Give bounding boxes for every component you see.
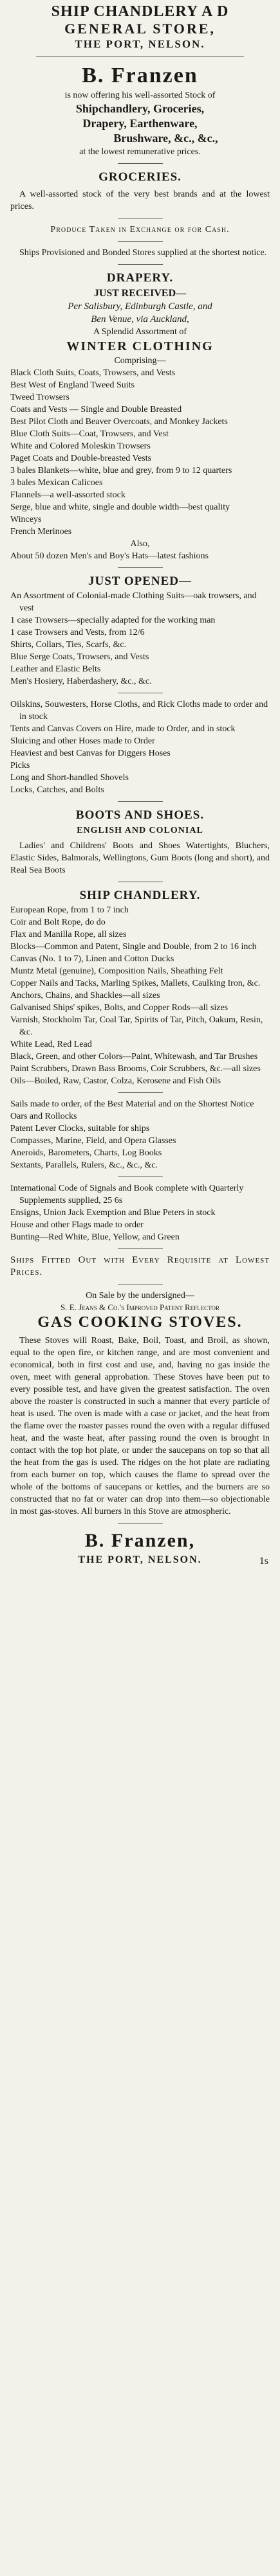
list-item: International Code of Signals and Book complete with Quarterly Supplements supplied, 25 6s <box>10 1184 244 1205</box>
list-item: Leather and Elastic Belts <box>10 664 101 674</box>
list-item: Sluicing and other Hoses made to Order <box>10 736 155 746</box>
list-item: Coats and Vests — Single and Double Breasted <box>10 405 182 414</box>
hats-item: About 50 dozen Men's and Boy's Hats—latest fashions <box>10 551 209 561</box>
list-item: An Assortment of Colonial-made Clothing Suits—oak trowsers, and vest <box>10 591 257 613</box>
boots-text: Ladies' and Childrens' Boots and Shoes Watertights, Bluchers, Elastic Sides, Balmorals, Wellingtons, Gum Boots (long and short), and Real Sea Boots <box>10 841 270 875</box>
list-item: 3 bales Mexican Calicoes <box>10 478 103 488</box>
ships-line-2: Ben Venue, via Auckland, <box>91 314 189 324</box>
boots-title: BOOTS AND SHOES. <box>75 808 205 822</box>
list-item: Men's Hosiery, Haberdashery, &c., &c. <box>10 677 152 686</box>
groceries-title: GROCERIES. <box>98 170 182 184</box>
just-received: JUST RECEIVED— <box>93 288 187 299</box>
list-item: Best Pilot Cloth and Beaver Overcoats, and Monkey Jackets <box>10 417 228 427</box>
list-item: 3 bales Blankets—white, blue and grey, from 9 to 12 quarters <box>10 466 232 475</box>
footer <box>10 1529 270 1567</box>
list-item: Tents and Canvas Covers on Hire, made to Order, and in stock <box>10 724 236 734</box>
drapery-title: DRAPERY. <box>106 271 174 285</box>
footer-address: THE PORT, NELSON. <box>78 1554 202 1565</box>
list-item: 1 case Trowsers and Vests, from 12/6 <box>10 628 145 637</box>
proprietor-name: B. Franzen <box>82 64 198 87</box>
chandlery-items <box>10 904 270 1087</box>
divider <box>118 241 163 242</box>
divider <box>118 1248 163 1249</box>
on-sale: On Sale by the undersigned— <box>86 1291 194 1301</box>
comprising: Comprising— <box>114 356 166 366</box>
list-item: Black, Green, and other Colors—Paint, Whitewash, and Tar Brushes <box>10 1052 258 1061</box>
list-item: Blue Serge Coats, Trowsers, and Vests <box>10 652 149 662</box>
splendid-assortment: A Splendid Assortment of <box>93 327 187 337</box>
winter-clothing-title: WINTER CLOTHING <box>66 339 214 353</box>
list-item: Patent Lever Clocks, suitable for ships <box>10 1124 150 1133</box>
list-item: Tweed Trowsers <box>10 393 70 402</box>
list-item: Bunting—Red White, Blue, Yellow, and Green <box>10 1232 180 1242</box>
list-item: White Lead, Red Lead <box>10 1040 92 1049</box>
corner-mark: 1s <box>259 1556 268 1567</box>
list-item: Locks, Catches, and Bolts <box>10 785 104 795</box>
list-item: White and Colored Moleskin Trowsers <box>10 441 151 451</box>
divider <box>118 567 163 568</box>
also-label: Also, <box>130 539 150 549</box>
list-item: Aneroids, Barometers, Charts, Log Books <box>10 1148 162 1158</box>
list-item: Coir and Bolt Rope, do do <box>10 918 106 927</box>
list-item: Winceys <box>10 515 42 524</box>
list-item: Blocks—Common and Patent, Single and Double, from 2 to 16 inch <box>10 942 257 952</box>
list-item: Serge, blue and white, single and double width—best quality <box>10 502 230 512</box>
patent-line: S. E. Jeans & Co.'s Improved Patent Reflector <box>61 1302 219 1312</box>
drapery-items <box>10 367 270 538</box>
just-opened-items <box>10 590 270 688</box>
list-item: Flax and Manilla Rope, all sizes <box>10 930 127 939</box>
list-item: Oilskins, Souwesters, Horse Cloths, and Rick Cloths made to order and in stock <box>10 700 268 722</box>
chandlery-title: SHIP CHANDLERY. <box>79 889 201 902</box>
divider <box>118 264 163 265</box>
list-item: Muntz Metal (genuine), Composition Nails, Sheathing Felt <box>10 966 223 976</box>
intro-line-4: Brushware, &c., &c., <box>113 132 218 145</box>
list-item: Compasses, Marine, Field, and Opera Glasses <box>10 1136 176 1146</box>
chandlery-items-3 <box>10 1182 270 1243</box>
list-item: Copper Nails and Tacks, Marling Spikes, Mallets, Caulking Iron, &c. <box>10 979 261 988</box>
list-item: Canvas (No. 1 to 7), Linen and Cotton Ducks <box>10 954 174 964</box>
list-item: House and other Flags made to order <box>10 1220 144 1230</box>
list-item: European Rope, from 1 to 7 inch <box>10 905 129 915</box>
list-item: Oars and Rollocks <box>10 1112 77 1121</box>
ships-provisioned: Ships Provisioned and Bonded Stores supplied at the shortest notice. <box>19 248 267 258</box>
produce-notice: Produce Taken in Exchange or for Cash. <box>50 225 230 235</box>
gas-stoves-title: GAS COOKING STOVES. <box>37 1314 243 1331</box>
intro-line-2: Shipchandlery, Groceries, <box>75 102 205 115</box>
list-item: Shirts, Collars, Ties, Scarfs, &c. <box>10 640 127 650</box>
header-line-3: THE PORT, NELSON. <box>75 38 205 50</box>
just-opened-items-2 <box>10 698 270 796</box>
gas-stoves-text: These Stoves will Roast, Bake, Boil, Toast, and Broil, as shown, equal to the open fire, or kitchen range, and are most convenient and economical, both in first cost and use, and, having no gas inside the oven, meet with general approbation. These Stoves have been put to every possible test, and have given the greatest satisfaction. The oven above the roaster is constructed in such a manner that every particle of heat is used. The oven is made with a case or jacket, and the heat from the flame over the roaster passes round the oven with a regular diffused heat, and the waste heat, after passing round the oven is brought in contact with the top hot plate, or under the saucepans on top so that all the heat from the gas is used. The ridges on the hot plate are radiating from each burner on top, which causes the flame to spread over the whole of the bottoms of saucepans or kettles, and the burners are so constructed that no fat or water can drop into them—so objectionable in most gas-stoves. All burners in this Stove are atmospheric. <box>10 1336 270 1516</box>
list-item: Sextants, Parallels, Rulers, &c., &c., &c. <box>10 1160 158 1170</box>
footer-name: B. Franzen, <box>84 1530 196 1551</box>
list-item: Black Cloth Suits, Coats, Trowsers, and Vests <box>10 368 176 378</box>
list-item: Blue Cloth Suits—Coat, Trowsers, and Vest <box>10 429 169 439</box>
list-item: Ensigns, Union Jack Exemption and Blue Peters in stock <box>10 1208 216 1218</box>
intro-line-1: is now offering his well-assorted Stock of <box>64 91 216 100</box>
list-item: Flannels—a well-assorted stock <box>10 490 126 500</box>
divider <box>118 163 163 164</box>
list-item: Paint Scrubbers, Drawn Bass Brooms, Coir Scrubbers, &c.—all sizes <box>10 1064 261 1074</box>
ships-line-1: Per Salisbury, Edinburgh Castle, and <box>68 301 212 312</box>
groceries-text: A well-assorted stock of the very best brands and at the lowest prices. <box>10 190 270 211</box>
list-item: 1 case Trowsers—specially adapted for the working man <box>10 616 216 625</box>
list-item: Heaviest and best Canvas for Diggers Hoses <box>10 749 171 758</box>
intro-line-5: at the lowest remunerative prices. <box>79 147 201 157</box>
chandlery-items-2 <box>10 1098 270 1171</box>
list-item: Best West of England Tweed Suits <box>10 380 135 390</box>
list-item: Anchors, Chains, and Shackles—all sizes <box>10 991 160 1000</box>
ships-fitted-notice: Ships Fitted Out with Every Requisite at Lowest Prices. <box>10 1255 270 1277</box>
list-item: Oils—Boiled, Raw, Castor, Colza, Kerosene and Fish Oils <box>10 1076 221 1086</box>
list-item: Long and Short-handled Shovels <box>10 773 129 783</box>
list-item: French Merinoes <box>10 527 72 537</box>
advertisement-page <box>0 3 280 2576</box>
list-item: Paget Coats and Double-breasted Vests <box>10 454 152 463</box>
list-item: Picks <box>10 761 30 770</box>
header-line-1: SHIP CHANDLERY A D <box>51 3 229 20</box>
divider <box>118 1092 163 1093</box>
just-opened-title: JUST OPENED— <box>88 574 192 588</box>
boots-subtitle: ENGLISH AND COLONIAL <box>77 826 203 835</box>
header-line-2: GENERAL STORE, <box>64 21 216 37</box>
list-item: Varnish, Stockholm Tar, Coal Tar, Spirits of Tar, Pitch, Oakum, Resin, &c. <box>10 1015 263 1037</box>
list-item: Sails made to order, of the Best Material and on the Shortest Notice <box>10 1099 254 1109</box>
intro-line-3: Drapery, Earthenware, <box>82 117 198 130</box>
list-item: Galvanised Ships' spikes, Bolts, and Copper Rods—all sizes <box>10 1003 229 1013</box>
divider <box>118 801 163 802</box>
